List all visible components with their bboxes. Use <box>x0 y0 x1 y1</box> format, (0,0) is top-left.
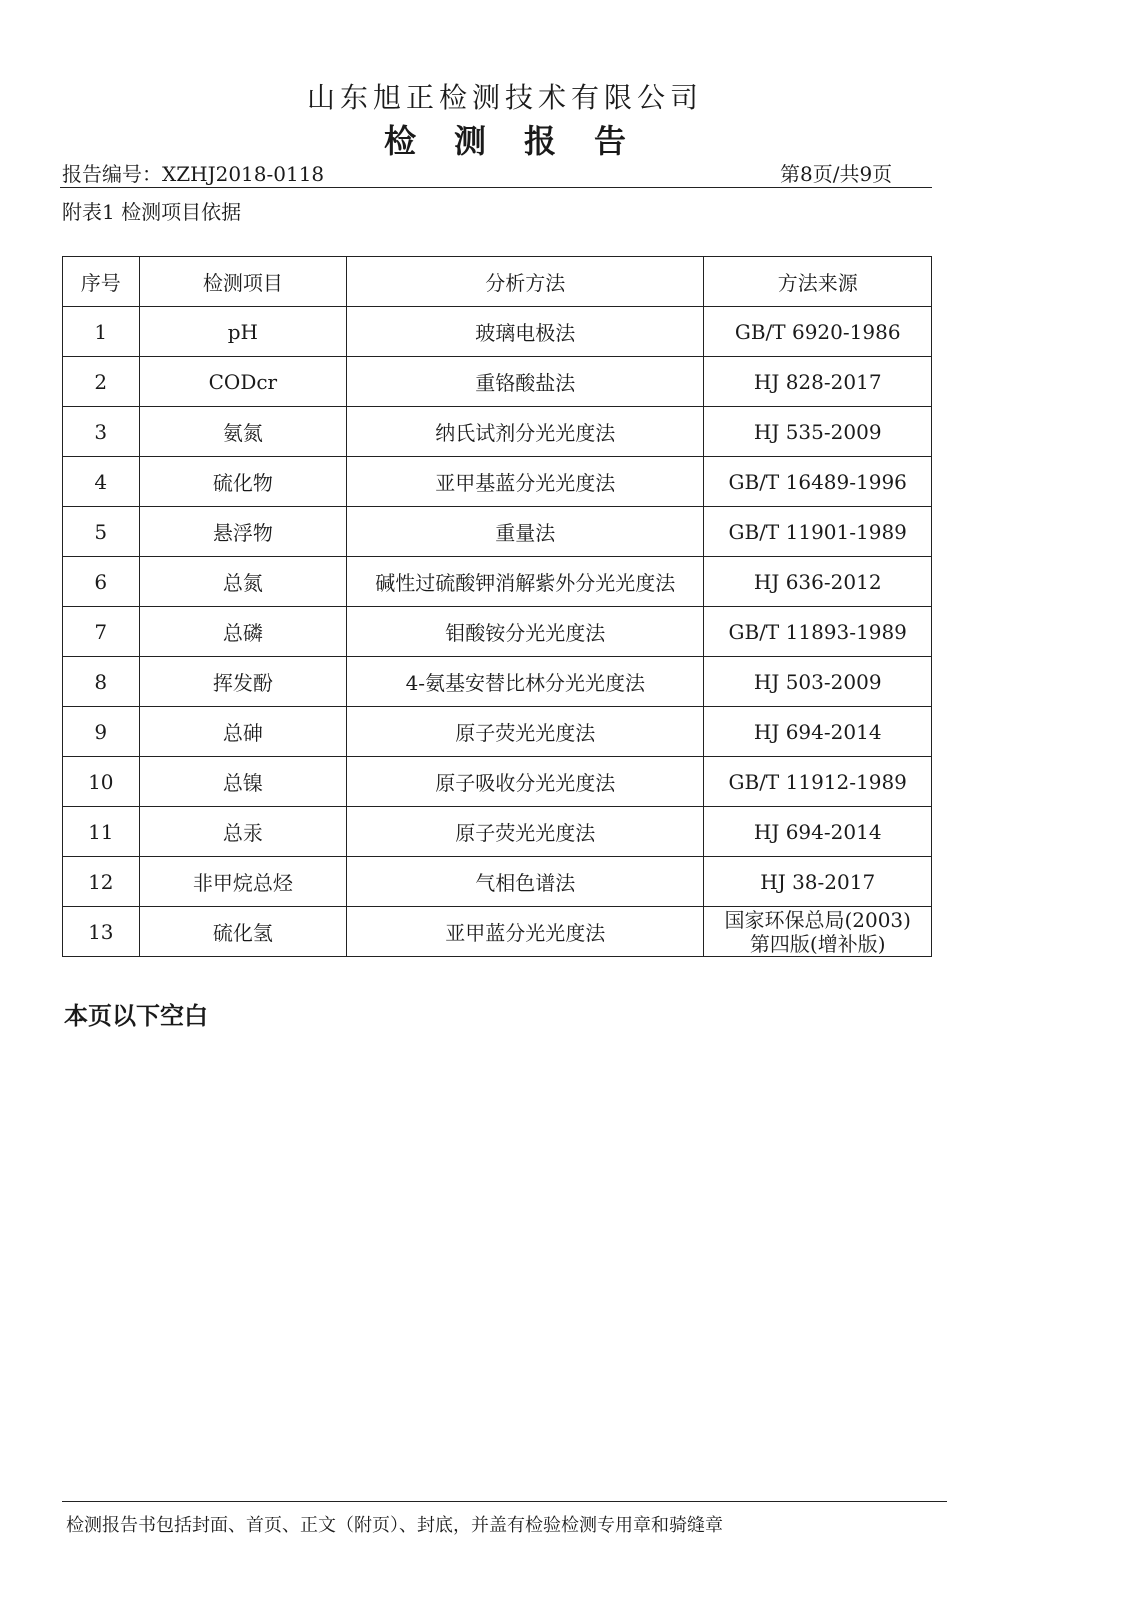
row-source: GB/T 11901-1989 <box>704 507 932 557</box>
row-method: 原子荧光光度法 <box>347 707 704 757</box>
row-source: GB/T 16489-1996 <box>704 457 932 507</box>
test-basis-table <box>62 256 932 957</box>
footer-divider <box>62 1501 947 1502</box>
row-item: 硫化氢 <box>139 907 347 957</box>
column-header-source: 方法来源 <box>704 257 932 307</box>
row-item: 挥发酚 <box>139 657 347 707</box>
table-row <box>63 657 932 707</box>
row-source: HJ 38-2017 <box>704 857 932 907</box>
row-method: 纳氏试剂分光光度法 <box>347 407 704 457</box>
row-no: 5 <box>63 507 140 557</box>
table-row <box>63 707 932 757</box>
row-method: 玻璃电极法 <box>347 307 704 357</box>
row-source: HJ 694-2014 <box>704 807 932 857</box>
row-source: GB/T 6920-1986 <box>704 307 932 357</box>
row-no: 6 <box>63 557 140 607</box>
row-no: 2 <box>63 357 140 407</box>
row-item: 硫化物 <box>139 457 347 507</box>
row-source: HJ 828-2017 <box>704 357 932 407</box>
row-method: 4-氨基安替比林分光光度法 <box>347 657 704 707</box>
table-row <box>63 357 932 407</box>
header-divider <box>60 187 932 188</box>
row-source: GB/T 11912-1989 <box>704 757 932 807</box>
row-method: 钼酸铵分光光度法 <box>347 607 704 657</box>
table-row <box>63 557 932 607</box>
report-title: 检测报告 <box>383 122 664 160</box>
row-method: 碱性过硫酸钾消解紫外分光光度法 <box>347 557 704 607</box>
table-row <box>63 307 932 357</box>
row-no: 7 <box>63 607 140 657</box>
table-row <box>63 407 932 457</box>
table-row <box>63 607 932 657</box>
column-header-item: 检测项目 <box>139 257 347 307</box>
row-no: 8 <box>63 657 140 707</box>
row-no: 1 <box>63 307 140 357</box>
row-source: HJ 535-2009 <box>704 407 932 457</box>
row-source: HJ 503-2009 <box>704 657 932 707</box>
footer-note: 检测报告书包括封面、首页、正文（附页）、封底，并盖有检验检测专用章和骑缝章 <box>66 1515 723 1536</box>
row-item: 总砷 <box>139 707 347 757</box>
company-name: 山东旭正检测技术有限公司 <box>306 81 703 114</box>
row-method: 原子吸收分光光度法 <box>347 757 704 807</box>
row-method: 原子荧光光度法 <box>347 807 704 857</box>
row-no: 4 <box>63 457 140 507</box>
table-row <box>63 757 932 807</box>
row-no: 12 <box>63 857 140 907</box>
row-no: 3 <box>63 407 140 457</box>
row-item: 总磷 <box>139 607 347 657</box>
report-number: 报告编号：XZHJ2018-0118 <box>62 162 325 186</box>
column-header-method: 分析方法 <box>347 257 704 307</box>
table-row <box>63 857 932 907</box>
row-item: 总汞 <box>139 807 347 857</box>
table-row <box>63 457 932 507</box>
row-method: 亚甲基蓝分光光度法 <box>347 457 704 507</box>
column-header-no: 序号 <box>63 257 140 307</box>
row-item: 氨氮 <box>139 407 347 457</box>
table-row <box>63 807 932 857</box>
row-no: 11 <box>63 807 140 857</box>
row-source <box>704 907 932 957</box>
row-item: 总氮 <box>139 557 347 607</box>
row-source-line2: 第四版(增补版) <box>749 931 886 956</box>
row-no: 10 <box>63 757 140 807</box>
row-source: HJ 636-2012 <box>704 557 932 607</box>
appendix-title: 附表1 检测项目依据 <box>62 200 242 224</box>
table-row <box>63 907 932 957</box>
row-method: 气相色谱法 <box>347 857 704 907</box>
page-indicator: 第8页/共9页 <box>780 162 893 186</box>
row-source: GB/T 11893-1989 <box>704 607 932 657</box>
blank-below-note: 本页以下空白 <box>64 1002 208 1030</box>
row-no: 9 <box>63 707 140 757</box>
row-method: 亚甲蓝分光光度法 <box>347 907 704 957</box>
row-method: 重量法 <box>347 507 704 557</box>
row-item: CODcr <box>139 357 347 407</box>
row-item: 总镍 <box>139 757 347 807</box>
row-item: 非甲烷总烃 <box>139 857 347 907</box>
table-row <box>63 507 932 557</box>
row-no: 13 <box>63 907 140 957</box>
row-item: pH <box>139 307 347 357</box>
row-method: 重铬酸盐法 <box>347 357 704 407</box>
row-source-line1: 国家环保总局(2003) <box>724 907 911 932</box>
row-source: HJ 694-2014 <box>704 707 932 757</box>
table-header-row <box>63 257 932 307</box>
row-item: 悬浮物 <box>139 507 347 557</box>
